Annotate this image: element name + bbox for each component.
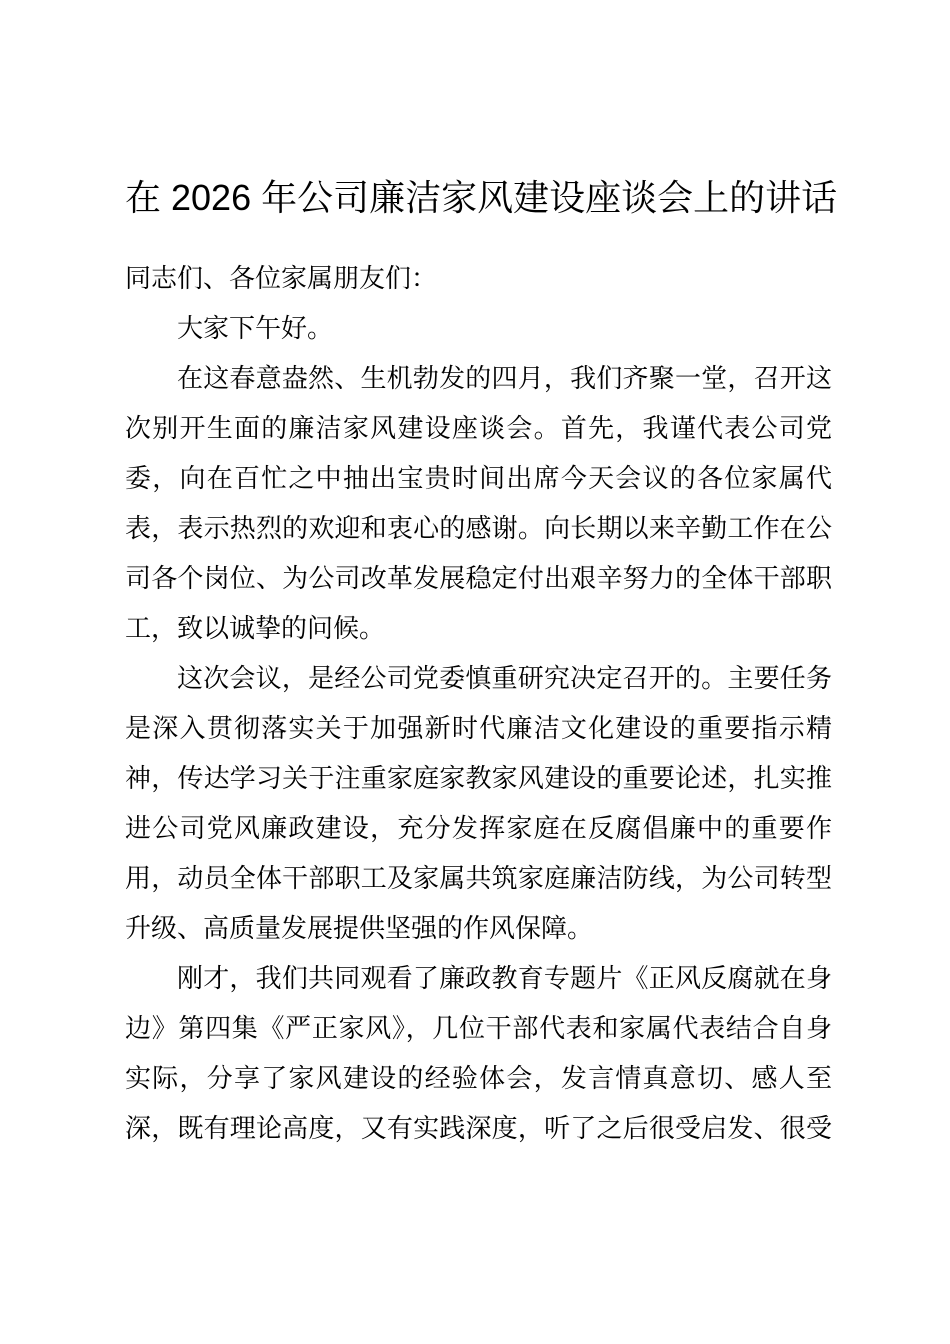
document-body xyxy=(125,253,832,1153)
salutation-line: 同志们、各位家属朋友们： xyxy=(125,263,438,293)
body-line: 大家下午好。 xyxy=(177,313,334,343)
body-line: 表，表示热烈的欢迎和衷心的感谢。向长期以来辛勤工作在公 xyxy=(125,513,832,543)
body-line: 边》第四集《严正家风》，几位干部代表和家属代表结合自身 xyxy=(125,1013,832,1043)
body-line: 司各个岗位、为公司改革发展稳定付出艰辛努力的全体干部职 xyxy=(125,563,832,593)
body-line: 这次会议，是经公司党委慎重研究决定召开的。主要任务 xyxy=(177,663,832,693)
body-line: 进公司党风廉政建设，充分发挥家庭在反腐倡廉中的重要作 xyxy=(125,813,832,843)
body-line: 用，动员全体干部职工及家属共筑家庭廉洁防线，为公司转型 xyxy=(125,863,832,893)
body-line: 升级、高质量发展提供坚强的作风保障。 xyxy=(125,913,594,943)
body-line: 次别开生面的廉洁家风建设座谈会。首先，我谨代表公司党 xyxy=(125,413,832,443)
body-line: 刚才，我们共同观看了廉政教育专题片《正风反腐就在身 xyxy=(177,963,832,993)
body-line: 工，致以诚挚的问候。 xyxy=(125,613,386,643)
document-title: 在 2026 年公司廉洁家风建设座谈会上的讲话 xyxy=(125,177,838,218)
body-line: 实际，分享了家风建设的经验体会，发言情真意切、感人至 xyxy=(125,1063,832,1093)
body-line: 是深入贯彻落实关于加强新时代廉洁文化建设的重要指示精 xyxy=(125,713,832,743)
body-line: 在这春意盎然、生机勃发的四月，我们齐聚一堂，召开这 xyxy=(177,363,832,393)
body-line: 深，既有理论高度，又有实践深度，听了之后很受启发、很受 xyxy=(125,1113,832,1143)
body-line: 神，传达学习关于注重家庭家教家风建设的重要论述，扎实推 xyxy=(125,763,832,793)
body-line: 委，向在百忙之中抽出宝贵时间出席今天会议的各位家属代 xyxy=(125,463,832,493)
